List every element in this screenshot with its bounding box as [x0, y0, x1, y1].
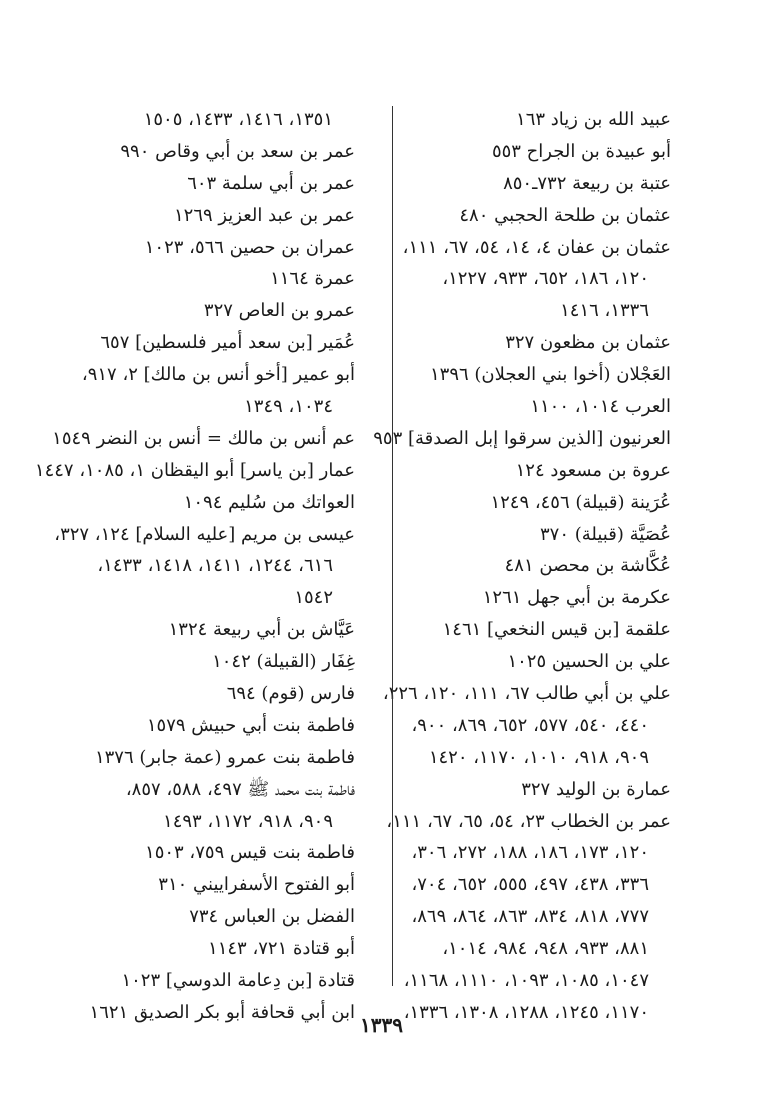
column-divider — [392, 106, 393, 986]
index-entry: عمرة ١١٦٤ — [270, 268, 355, 290]
index-entry-continuation: ٩٠٩، ٩١٨، ١٠١٠، ١١٧٠، ١٤٢٠ — [428, 746, 649, 768]
index-entry: عُصَيَّة (قبيلة) ٣٧٠ — [539, 523, 671, 545]
index-entry-continuation: ١٢٠، ١٧٣، ١٨٦، ١٨٨، ٢٧٢، ٣٠٦، — [411, 842, 649, 864]
index-entry: عثمان بن طلحة الحجبي ٤٨٠ — [459, 204, 671, 226]
index-entry: عروة بن مسعود ١٢٤ — [515, 459, 671, 481]
index-entry: علي بن أبي طالب ٦٧، ١١١، ١٢٠، ٢٢٦، — [382, 683, 671, 705]
index-entry: عبيد الله بن زياد ١٦٣ — [516, 109, 671, 130]
index-entry: عمرو بن العاص ٣٢٧ — [203, 300, 355, 322]
right-column — [373, 104, 671, 1029]
index-entry: عمر بن أبي سلمة ٦٠٣ — [187, 172, 355, 194]
index-entry: علقمة [بن قيس النخعي] ١٤٦١ — [442, 619, 671, 641]
index-entry: الفضل بن العباس ٧٣٤ — [189, 906, 355, 928]
index-entry: عمر بن سعد بن أبي وقاص ٩٩٠ — [120, 140, 355, 162]
index-entry: قتادة [بن دِعامة الدوسي] ١٠٢٣ — [121, 970, 355, 992]
index-entry-continuation: ١٣٥١، ١٤١٦، ١٤٣٣، ١٥٠٥ — [143, 109, 333, 130]
index-entry: عمران بن حصين ٥٦٦، ١٠٢٣ — [144, 236, 355, 258]
index-entry: أبو الفتوح الأسفراييني ٣١٠ — [158, 874, 355, 896]
index-entry: فاطمة بنت عمرو (عمة جابر) ١٣٧٦ — [94, 746, 355, 768]
index-entry-continuation: ١٣٣٦، ١٤١٦ — [560, 300, 649, 322]
index-entry: غِفَار (القبيلة) ١٠٤٢ — [212, 651, 355, 673]
index-entry-continuation: ١١٧٠، ١٢٤٥، ١٢٨٨، ١٣٠٨، ١٣٣٦، — [403, 1001, 649, 1023]
index-entry: عكرمة بن أبي جهل ١٢٦١ — [482, 587, 671, 609]
index-entry-continuation: ١٠٤٧، ١٠٨٥، ١٠٩٣، ١١١٠، ١١٦٨، — [403, 970, 649, 992]
index-entry: عثمان بن مظعون ٣٢٧ — [505, 332, 671, 354]
index-entry: فاطمة بنت قيس ٧٥٩، ١٥٠٣ — [145, 842, 355, 864]
page-number: ١٣٣٩ — [360, 1013, 403, 1037]
index-entry: العرب ١٠١٤، ١١٠٠ — [530, 396, 671, 418]
index-entry: عم أنس بن مالك = أنس بن النضر ١٥٤٩ — [52, 427, 355, 449]
index-entry: أبو عبيدة بن الجراح ٥٥٣ — [491, 140, 671, 162]
index-entry: عمر بن الخطاب ٢٣، ٥٤، ٦٥، ٦٧، ١١١، — [386, 810, 671, 832]
index-entry: عمارة بن الوليد ٣٢٧ — [521, 778, 671, 800]
index-entry-continuation: ١٢٠، ١٨٦، ٦٥٢، ٩٣٣، ١٢٢٧، — [442, 268, 649, 290]
index-entry: عثمان بن عفان ٤، ١٤، ٥٤، ٦٧، ١١١، — [402, 236, 671, 258]
index-entry: عمار [بن ياسر] أبو اليقظان ١، ١٠٨٥، ١٤٤٧ — [34, 459, 355, 481]
index-entry: أبو عمير [أخو أنس بن مالك] ٢، ٩١٧، — [81, 364, 355, 386]
index-entry-continuation: ٧٧٧، ٨١٨، ٨٣٤، ٨٦٣، ٨٦٤، ٨٦٩، — [411, 906, 649, 928]
index-entry: ابن أبي قحافة أبو بكر الصديق ١٦٢١ — [89, 1001, 355, 1023]
index-entry-continuation: ١٥٤٢ — [294, 587, 333, 609]
index-entry-continuation: ٦١٦، ١٢٤٤، ١٤١١، ١٤١٨، ١٤٣٣، — [97, 555, 333, 577]
index-entry-continuation: ١٠٣٤، ١٣٤٩ — [244, 396, 333, 418]
index-entry: العواتك من سُليم ١٠٩٤ — [183, 491, 355, 513]
index-entry: فاطمة بنت أبي حبيش ١٥٧٩ — [146, 714, 355, 736]
index-entry: عُمَير [بن سعد أمير فلسطين] ٦٥٧ — [100, 332, 355, 354]
index-entry: العَجْلان (أخوا بني العجلان) ١٣٩٦ — [430, 364, 671, 386]
index-entry: علي بن الحسين ١٠٢٥ — [507, 651, 671, 673]
index-entry: أبو قتادة ٧٢١، ١١٤٣ — [208, 938, 355, 960]
index-entry: عيسى بن مريم [عليه السلام] ١٢٤، ٣٢٧، — [54, 523, 355, 545]
index-entry: العرنيون [الذين سرقوا إبل الصدقة] ٩٥٣ — [373, 427, 671, 449]
index-entry: عُرَينة (قبيلة) ٤٥٦، ١٢٤٩ — [490, 491, 671, 513]
index-entry: عُكَّاشة بن محصن ٤٨١ — [504, 555, 671, 577]
index-entry: فارس (قوم) ٦٩٤ — [226, 683, 355, 705]
index-entry-continuation: ٨٨١، ٩٣٣، ٩٤٨، ٩٨٤، ١٠١٤، — [442, 938, 649, 960]
left-column — [34, 104, 355, 1029]
index-entry-continuation: ٣٣٦، ٤٣٨، ٤٩٧، ٥٥٥، ٦٥٢، ٧٠٤، — [411, 874, 649, 896]
index-entry-continuation: ٤٤٠، ٥٤٠، ٥٧٧، ٦٥٢، ٨٦٩، ٩٠٠، — [411, 714, 649, 736]
index-entry: عتبة بن ربيعة ٧٣٢ـ٨٥٠ — [503, 172, 671, 194]
index-entry: عمر بن عبد العزيز ١٢٦٩ — [173, 204, 355, 226]
index-entry-continuation: ٩٠٩، ٩١٨، ١١٧٢، ١٤٩٣ — [163, 810, 333, 832]
index-entry: فاطمة بنت محمد ﷺ ٤٩٧، ٥٨٨، ٨٥٧، — [125, 778, 355, 800]
index-entry: عَيَّاش بن أبي ربيعة ١٣٢٤ — [168, 619, 355, 641]
